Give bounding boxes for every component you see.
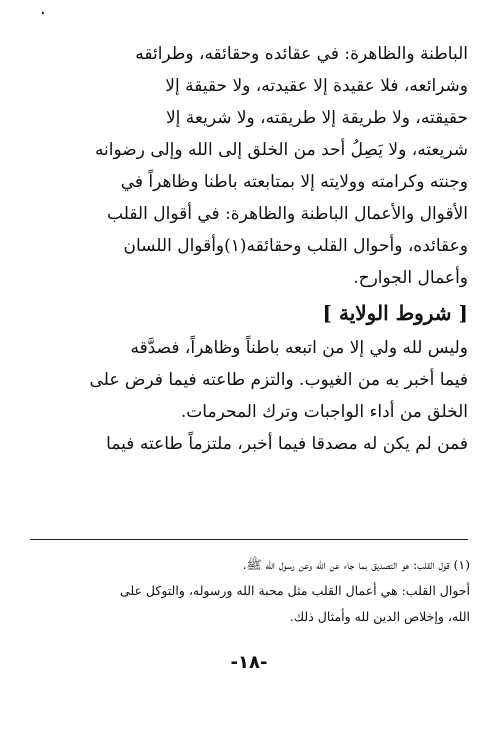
text-line: فمن لم يكن له مصدقا فيما أخبر، ملتزماً طاعته فيما <box>106 434 468 454</box>
text-line: وليس لله ولي إلا من اتبعه باطناً وظاهراً، فصدَّقه <box>130 338 468 358</box>
text-line: الأقوال والأعمال الباطنة والظاهرة: في أقوال القلب <box>107 204 468 224</box>
corner-mark: ٠ <box>38 2 48 23</box>
footnote-line: أحوال القلب: هي أعمال القلب مثل محبة الله ورسوله، والتوكل على <box>119 583 470 598</box>
footnote-divider <box>30 539 468 540</box>
text-line: الخلق من أداء الواجبات وترك المحرمات. <box>180 402 468 422</box>
footnotes <box>28 552 470 630</box>
text-line: حقيقته، ولا طريقة إلا طريقته، ولا شريعة إلا <box>165 108 468 128</box>
text-line: وعقائده، وأحوال القلب وحقائقه(١)وأقوال اللسان <box>123 236 468 256</box>
text-line: وأعمال الجوارح. <box>353 268 468 288</box>
text-line: وشرائعه، فلا عقيدة إلا عقيدته، ولا حقيقة إلا <box>165 76 468 96</box>
footnote-line: (١) قول القلب: هو التصديق بما جاء عن الله وعن رسول الله ﷺ. <box>242 557 470 572</box>
main-text <box>30 38 468 460</box>
text-line: شريعته، ولا يَصِلُ أحد من الخلق إلى الله وإلى رضوانه <box>94 140 468 160</box>
text-line: فيما أخبر به من الغيوب. والتزم طاعته فيما فرض على <box>89 370 468 390</box>
section-heading: [ شروط الولاية ] <box>322 301 468 325</box>
footnote-line: الله، وإخلاص الدين لله وأمثال ذلك. <box>289 609 470 624</box>
text-line: وجنته وكرامته وولايته إلا بمتابعته باطنا وظاهراً في <box>120 172 468 192</box>
text-line: الباطنة والظاهرة: في عقائده وحقائقه، وطرائقه <box>135 44 468 64</box>
page-number: -١٨- <box>230 652 268 673</box>
